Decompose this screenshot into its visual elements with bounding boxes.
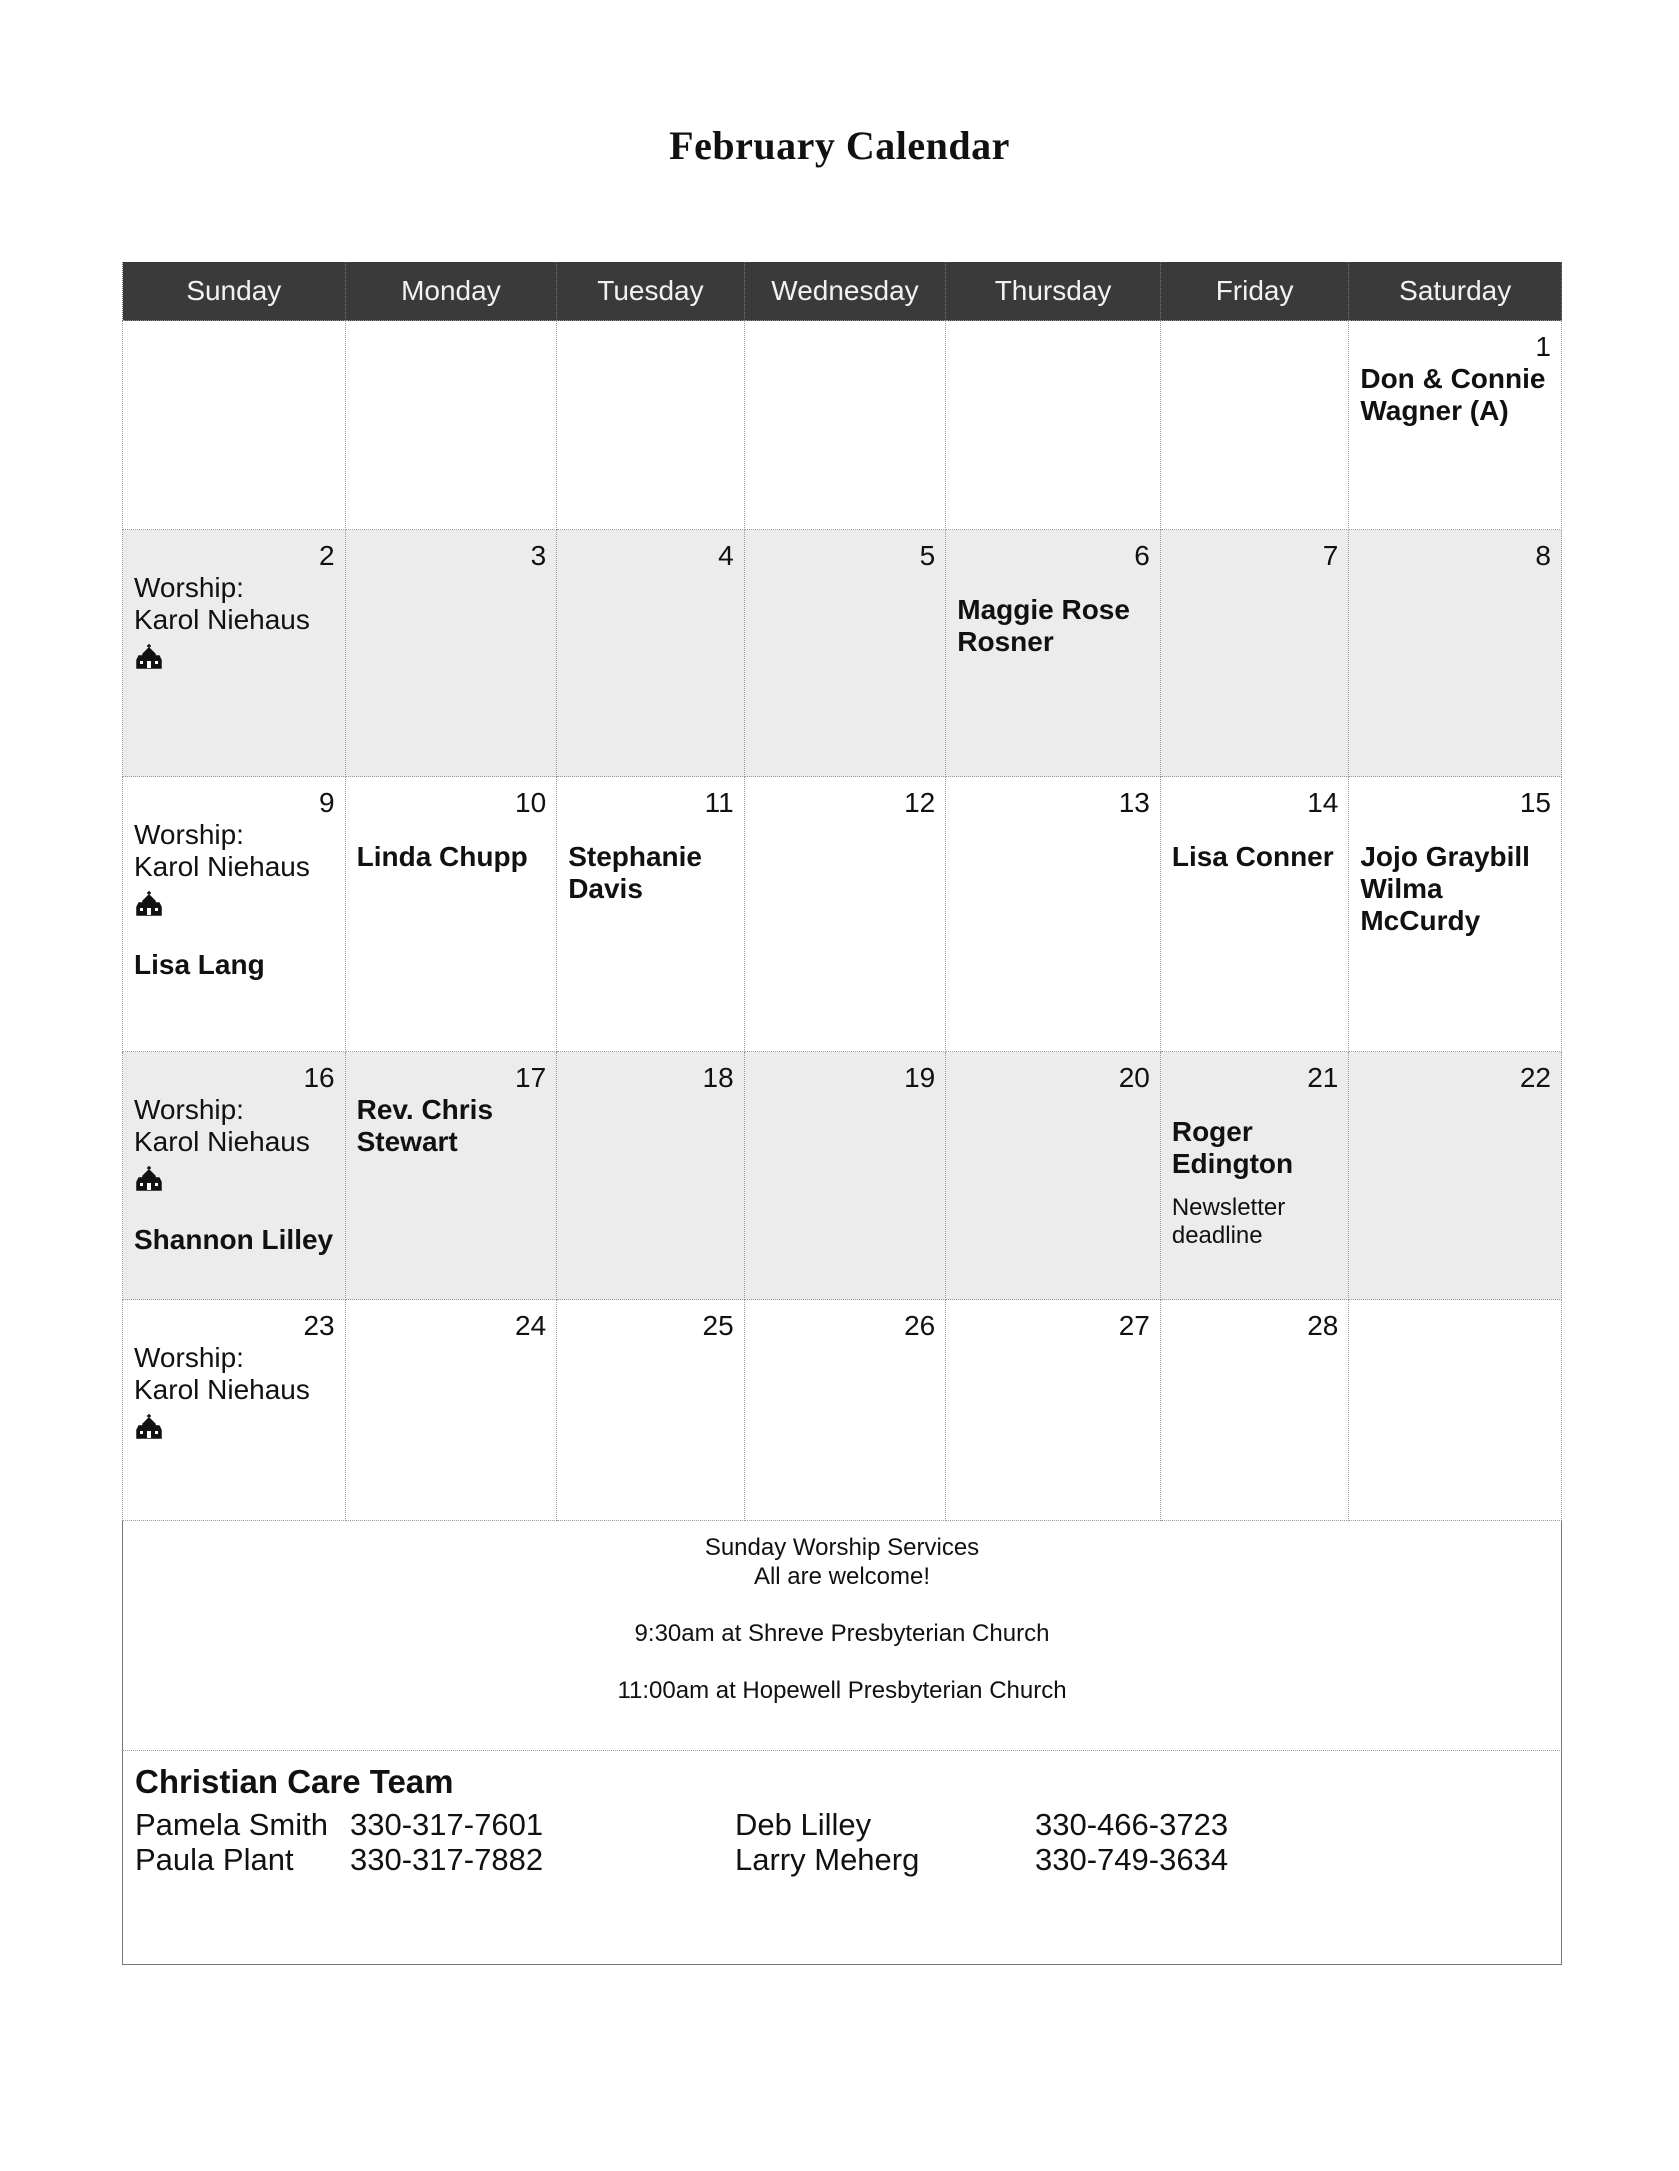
church-icon — [134, 1164, 164, 1194]
day-number: 27 — [1118, 1310, 1150, 1341]
birthday-name: Roger Edington — [1171, 1116, 1294, 1179]
member-name: Deb Lilley — [735, 1807, 872, 1842]
day-number: 21 — [1307, 1062, 1339, 1093]
week-row — [123, 1052, 1562, 1300]
weekday-thursday: Thursday — [946, 262, 1161, 321]
weekday-monday: Monday — [345, 262, 557, 321]
weekday-wednesday: Wednesday — [744, 262, 946, 321]
church-icon — [134, 642, 164, 672]
day-cell — [1349, 321, 1562, 530]
day-cell — [1160, 1300, 1349, 1521]
week-row — [123, 777, 1562, 1052]
day-number: 14 — [1307, 787, 1339, 818]
day-cell — [1160, 777, 1349, 1052]
day-number: 8 — [1535, 540, 1551, 571]
calendar-grid — [122, 262, 1562, 1521]
day-cell — [946, 777, 1161, 1052]
church-icon — [134, 1412, 164, 1442]
day-cell — [1160, 1052, 1349, 1300]
day-number: 4 — [718, 540, 734, 571]
day-number: 20 — [1118, 1062, 1150, 1093]
member-phone: 330-317-7882 — [350, 1842, 544, 1877]
day-cell — [345, 777, 557, 1052]
day-cell — [946, 321, 1161, 530]
day-cell — [557, 777, 745, 1052]
day-cell — [744, 1300, 946, 1521]
day-number: 2 — [319, 540, 335, 571]
day-number: 9 — [319, 787, 335, 818]
week-row — [123, 321, 1562, 530]
day-cell — [1349, 530, 1562, 777]
day-cell — [345, 1052, 557, 1300]
day-cell — [744, 530, 946, 777]
day-cell — [123, 777, 346, 1052]
weekday-sunday: Sunday — [123, 262, 346, 321]
day-number: 1 — [1535, 331, 1551, 362]
day-number: 28 — [1307, 1310, 1339, 1341]
day-number: 17 — [515, 1062, 547, 1093]
day-number: 22 — [1519, 1062, 1551, 1093]
day-number: 10 — [515, 787, 547, 818]
church-icon — [134, 889, 164, 919]
day-number: 19 — [904, 1062, 936, 1093]
member-name: Paula Plant — [135, 1842, 294, 1877]
day-number: 16 — [303, 1062, 335, 1093]
service-shreve: 9:30am at Shreve Presbyterian Church — [634, 1620, 1050, 1647]
birthday-name: Jojo Graybill — [1360, 841, 1530, 872]
weekday-tuesday: Tuesday — [557, 262, 745, 321]
birthday-name: Rev. Chris Stewart — [356, 1094, 494, 1157]
member-name: Pamela Smith — [135, 1807, 328, 1842]
week-row — [123, 530, 1562, 777]
weekday-saturday: Saturday — [1349, 262, 1562, 321]
birthday-name: Don & Connie Wagner (A) — [1360, 363, 1546, 426]
care-team-title: Christian Care Team — [135, 1763, 454, 1800]
day-cell — [946, 530, 1161, 777]
week-row — [123, 1300, 1562, 1521]
day-cell — [557, 1300, 745, 1521]
day-cell — [744, 777, 946, 1052]
day-cell — [123, 321, 346, 530]
event-note: Newsletter deadline — [1171, 1194, 1286, 1249]
service-hopewell: 11:00am at Hopewell Presbyterian Church — [617, 1677, 1067, 1704]
birthday-name: Maggie Rose Rosner — [957, 594, 1130, 657]
services-welcome: All are welcome! — [753, 1563, 931, 1590]
birthday-name: Shannon Lilley — [134, 1224, 334, 1255]
day-cell — [744, 321, 946, 530]
day-cell — [946, 1052, 1161, 1300]
day-cell — [1349, 1300, 1562, 1521]
member-phone: 330-749-3634 — [1035, 1842, 1229, 1877]
member-phone: 330-317-7601 — [350, 1807, 544, 1842]
worship-leader: Karol Niehaus — [134, 604, 310, 635]
birthday-name: Stephanie Davis — [568, 841, 702, 904]
day-cell — [946, 1300, 1161, 1521]
day-number: 24 — [515, 1310, 547, 1341]
day-number: 15 — [1519, 787, 1551, 818]
worship-leader: Karol Niehaus — [134, 851, 310, 882]
member-name: Larry Meherg — [735, 1842, 920, 1877]
day-cell — [557, 1052, 745, 1300]
day-number: 5 — [919, 540, 936, 571]
birthday-name: Linda Chupp — [356, 841, 528, 872]
worship-label: Worship: — [134, 1342, 244, 1373]
worship-services-box — [122, 1521, 1562, 1751]
day-cell — [557, 321, 745, 530]
worship-leader: Karol Niehaus — [134, 1374, 310, 1405]
care-team-box — [122, 1751, 1562, 1965]
day-cell — [345, 1300, 557, 1521]
day-cell — [123, 1052, 346, 1300]
weekday-friday: Friday — [1160, 262, 1349, 321]
day-cell — [123, 530, 346, 777]
worship-leader: Karol Niehaus — [134, 1126, 310, 1157]
day-number: 23 — [303, 1310, 335, 1341]
worship-label: Worship: — [134, 819, 244, 850]
day-cell — [345, 530, 557, 777]
weekday-header-row — [123, 262, 1562, 321]
day-cell — [557, 530, 745, 777]
day-cell — [345, 321, 557, 530]
day-number: 12 — [904, 787, 936, 818]
day-cell — [1160, 530, 1349, 777]
day-number: 11 — [704, 787, 734, 818]
worship-label: Worship: — [134, 1094, 244, 1125]
day-number: 18 — [702, 1062, 734, 1093]
day-number: 7 — [1322, 540, 1339, 571]
day-number: 3 — [530, 540, 547, 571]
day-number: 13 — [1118, 787, 1150, 818]
page-title: February Calendar — [669, 123, 1010, 168]
birthday-name: Lisa Lang — [134, 949, 265, 980]
birthday-name: Wilma McCurdy — [1360, 873, 1481, 936]
day-cell — [744, 1052, 946, 1300]
day-cell — [1349, 1052, 1562, 1300]
day-number: 25 — [702, 1310, 734, 1341]
services-heading: Sunday Worship Services — [704, 1534, 980, 1561]
birthday-name: Lisa Conner — [1171, 841, 1334, 872]
day-number: 6 — [1134, 540, 1150, 571]
worship-label: Worship: — [134, 572, 244, 603]
day-cell — [1349, 777, 1562, 1052]
day-cell — [123, 1300, 346, 1521]
day-number: 26 — [904, 1310, 936, 1341]
day-cell — [1160, 321, 1349, 530]
member-phone: 330-466-3723 — [1035, 1807, 1229, 1842]
